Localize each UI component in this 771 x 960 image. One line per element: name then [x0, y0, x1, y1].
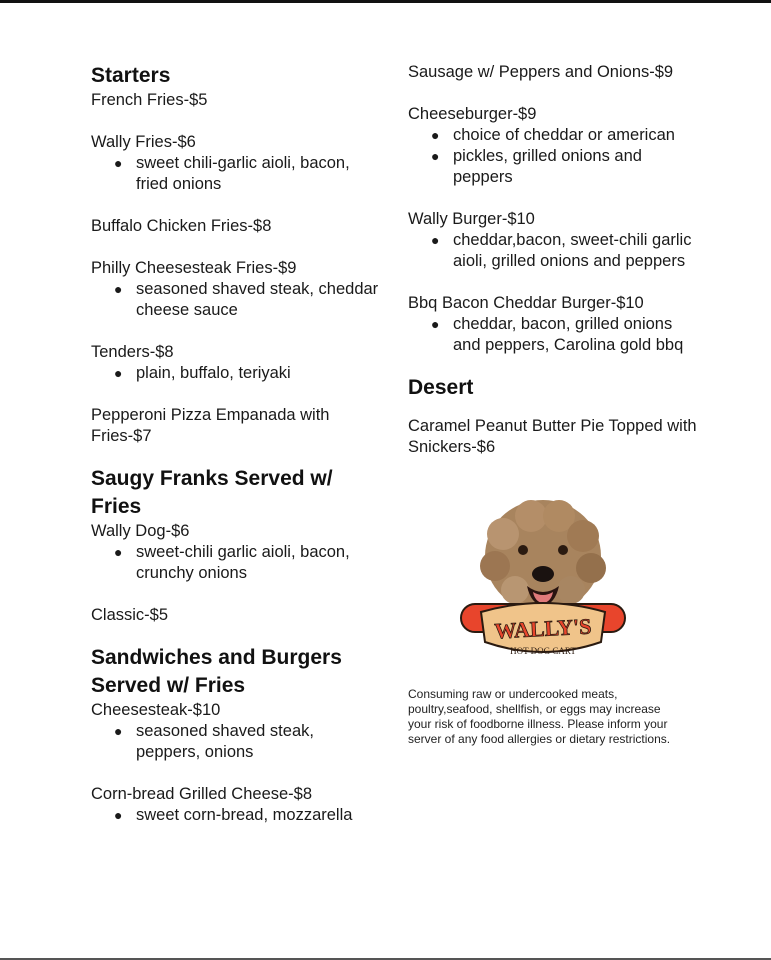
bullet-icon: ●	[114, 807, 123, 823]
bullet-icon: ●	[114, 281, 123, 297]
menu-item-name: Wally Burger-$10	[408, 210, 535, 228]
menu-item-name: Tenders-$8	[91, 343, 174, 361]
menu-item-detail	[114, 542, 381, 584]
menu-item-details	[408, 125, 698, 188]
menu-item-name: Wally Dog-$6	[91, 522, 190, 540]
bullet-icon: ●	[431, 148, 440, 164]
sandwiches-section	[91, 644, 381, 826]
menu-item-details	[91, 153, 381, 195]
menu-item	[408, 209, 698, 272]
menu-item-detail	[114, 153, 381, 195]
menu-item-name: Sausage w/ Peppers and Onions-$9	[408, 63, 674, 81]
section-heading: Desert	[408, 376, 474, 399]
menu-item-detail	[114, 805, 381, 826]
menu-item-details	[91, 721, 381, 763]
wallys-logo	[455, 494, 631, 669]
menu-item-detail-text: plain, buffalo, teriyaki	[136, 364, 291, 382]
menu-item-detail	[114, 721, 381, 763]
food-safety-disclaimer: Consuming raw or undercooked meats, poultry,seafood, shellfish, or eggs may increase your risk of foodborne illness. Please inform your server of any food allergies or dietary restrictions.	[408, 687, 671, 746]
top-border	[0, 0, 771, 3]
menu-item-name: Corn-bread Grilled Cheese-$8	[91, 785, 313, 803]
menu-item	[408, 104, 698, 188]
menu-item-name: French Fries-$5	[91, 91, 208, 109]
menu-item-detail-text: seasoned shaved steak, peppers, onions	[136, 722, 314, 761]
bullet-icon: ●	[114, 365, 123, 381]
bullet-icon: ●	[114, 544, 123, 560]
menu-item-details	[91, 363, 381, 384]
menu-item-detail	[431, 146, 698, 188]
menu-item-detail	[114, 363, 381, 384]
menu-item-name: Wally Fries-$6	[91, 133, 196, 151]
logo-subtitle: HOT DOG CART	[510, 646, 576, 656]
menu-item	[91, 216, 381, 237]
menu-item-detail	[431, 230, 698, 272]
menu-item-name: Cheeseburger-$9	[408, 105, 537, 123]
menu-item-details	[91, 542, 381, 584]
franks-section	[91, 465, 381, 626]
menu-item-name: Classic-$5	[91, 606, 169, 624]
starters-section	[91, 62, 381, 447]
section-heading: Starters	[91, 64, 171, 87]
menu-item-name: Caramel Peanut Butter Pie Topped with Snickers-$6	[408, 417, 697, 456]
menu-items	[91, 521, 381, 626]
menu-item	[91, 521, 381, 584]
menu-item	[91, 784, 381, 826]
menu-item	[91, 258, 381, 321]
menu-item-name: Philly Cheesesteak Fries-$9	[91, 259, 297, 277]
menu-item-detail	[431, 125, 698, 146]
menu-item-name: Pepperoni Pizza Empanada with Fries-$7	[91, 406, 330, 445]
dog-icon	[480, 500, 606, 612]
menu-item-details	[91, 279, 381, 321]
menu-item-detail	[431, 314, 698, 356]
menu-item	[408, 416, 698, 458]
menu-right-column	[408, 62, 698, 759]
menu-item-detail-text: sweet corn-bread, mozzarella	[136, 806, 353, 824]
menu-item-detail-text: sweet-chili garlic aioli, bacon, crunchy onions	[136, 543, 350, 582]
menu-items	[91, 90, 381, 447]
menu-item-detail-text: cheddar, bacon, grilled onions and peppers, Carolina gold bbq	[453, 315, 684, 354]
menu-items	[408, 62, 698, 356]
bullet-icon: ●	[114, 723, 123, 739]
menu-left-column	[91, 62, 381, 844]
menu-item-detail-text: sweet chili-garlic aioli, bacon, fried onions	[136, 154, 350, 193]
menu-item-detail-text: seasoned shaved steak, cheddar cheese sauce	[136, 280, 379, 319]
menu-item-name: Bbq Bacon Cheddar Burger-$10	[408, 294, 644, 312]
menu-item-details	[408, 314, 698, 356]
menu-items	[408, 416, 698, 458]
bullet-icon: ●	[431, 232, 440, 248]
menu-item-detail-text: choice of cheddar or american	[453, 126, 675, 144]
menu-item	[91, 405, 381, 447]
section-heading: Saugy Franks Served w/ Fries	[91, 467, 333, 518]
menu-items	[91, 700, 381, 826]
menu-item-detail-text: cheddar,bacon, sweet-chili garlic aioli, grilled onions and peppers	[453, 231, 692, 270]
bullet-icon: ●	[114, 155, 123, 171]
bullet-icon: ●	[431, 316, 440, 332]
menu-item-details	[91, 805, 381, 826]
menu-item	[408, 293, 698, 356]
desert-section	[408, 374, 698, 458]
section-heading: Sandwiches and Burgers Served w/ Fries	[91, 646, 342, 697]
menu-item	[91, 90, 381, 111]
bullet-icon: ●	[431, 127, 440, 143]
menu-item-detail-text: pickles, grilled onions and peppers	[453, 147, 642, 186]
menu-item	[91, 700, 381, 763]
sandwiches-continued-section	[408, 62, 698, 356]
menu-item	[91, 132, 381, 195]
menu-item-name: Buffalo Chicken Fries-$8	[91, 217, 272, 235]
menu-item-name: Cheesesteak-$10	[91, 701, 221, 719]
menu-item-details	[408, 230, 698, 272]
logo-wordmark: WALLY'S	[493, 613, 593, 644]
menu-item-detail	[114, 279, 381, 321]
menu-item	[91, 342, 381, 384]
menu-item	[91, 605, 381, 626]
menu-item	[408, 62, 698, 83]
